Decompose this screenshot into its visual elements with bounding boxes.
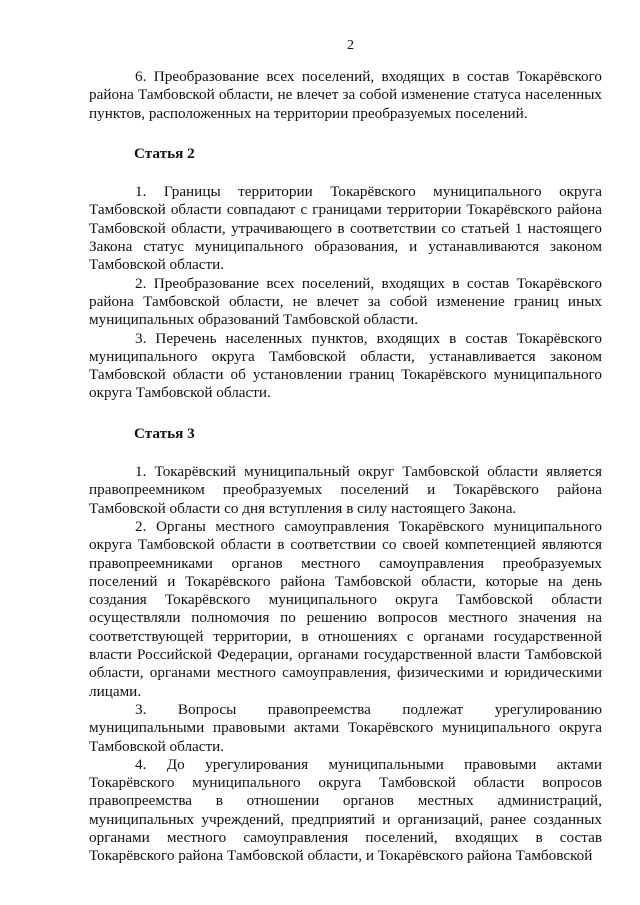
paragraph-art3-item1: 1. Токарёвский муниципальный округ Тамбовской области является правопреемником преобразуемых поселений и Токарёвского района Тамбовской области со дня вступления в силу настоящего Закона. (89, 463, 602, 517)
paragraph-art1-item6: 6. Преобразование всех поселений, входящих в состав Токарёвского района Тамбовской области, не влечет за собой изменение статуса населенных пунктов, расположенных на территории преобразуемых поселений. (89, 68, 602, 122)
paragraph-art3-item3: 3. Вопросы правопреемства подлежат урегулированию муниципальными правовыми актами Токарёвского муниципального округа Тамбовской области. (89, 700, 602, 755)
article-3-heading: Статья 3 (134, 424, 195, 442)
paragraph-art3-item2: 2. Органы местного самоуправления Токарёвского муниципального округа Тамбовской области в соответствии со своей компетенцией являются правопреемниками органов местного самоуправления преобразуемых поселений и Токарёвского района Тамбовской области, которые на день создания Токарёвского муниципального округа Тамбовской области осуществляли полномочия по решению вопросов местного значения на соответствующей территории, в отношениях с органами государственной власти Российской Федерации, органами государственной власти Тамбовской области, органами местного самоуправления, физическими и юридическими лицами. (89, 517, 602, 700)
paragraph-art2-item1: 1. Границы территории Токарёвского муниципального округа Тамбовской области совпадают с границами территории Токарёвского района Тамбовской области, утрачивающего в соответствии со статьей 1 настоящего Закона статус муниципального образования, и устанавливаются законом Тамбовской области. (89, 183, 602, 274)
paragraph-art3-item4: 4. До урегулирования муниципальными правовыми актами Токарёвского муниципального округа Тамбовской области вопросов правопреемства в отношении органов местных администраций, муниципальных учреждений, предприятий и организаций, ранее созданных органами местного самоуправления поселений, входящих в состав Токарёвского района Тамбовской области, и Токарёвского района Тамбовской (89, 755, 602, 865)
article-2-heading: Статья 2 (134, 144, 195, 162)
paragraph-art2-item2: 2. Преобразование всех поселений, входящих в состав Токарёвского района Тамбовской области, не влечет за собой изменение границ иных муниципальных образований Тамбовской области. (89, 274, 602, 329)
paragraph-art2-item3: 3. Перечень населенных пунктов, входящих в состав Токарёвского муниципального округа Тамбовской области, устанавливается законом Тамбовской области об установлении границ Токарёвского муниципального округа Тамбовской области. (89, 329, 602, 402)
page-number: 2 (347, 38, 354, 53)
